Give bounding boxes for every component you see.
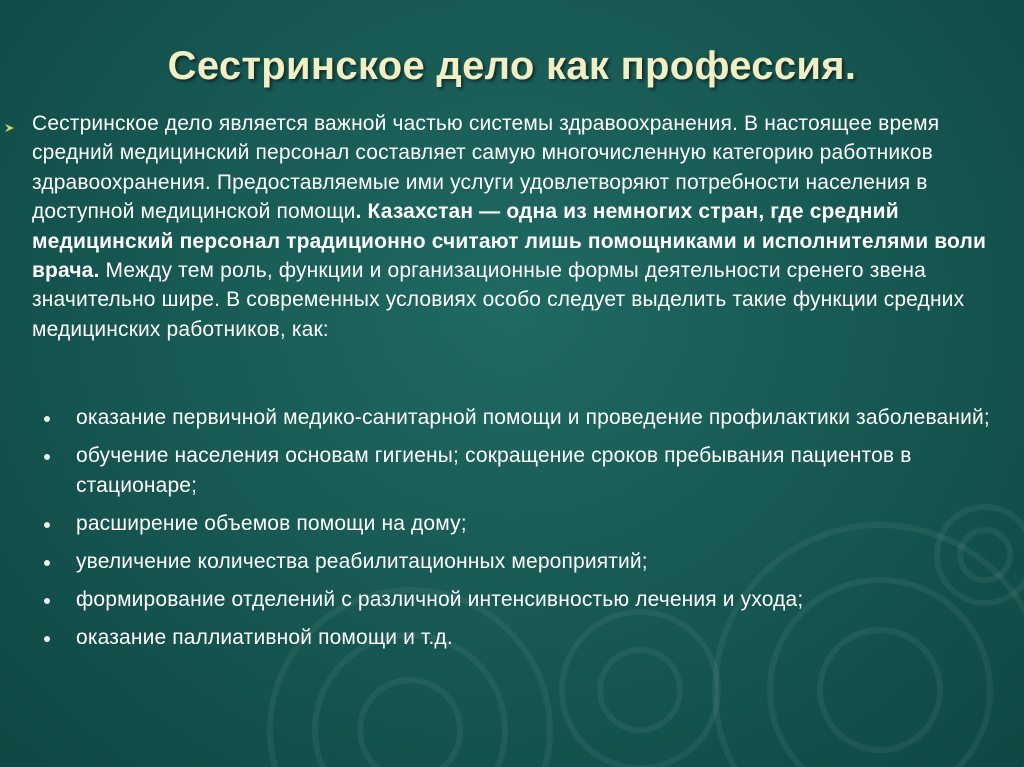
list-item [40, 441, 1000, 501]
list-item-text: формирование отделений с различной интенсивностью лечения и ухода; [76, 588, 804, 611]
list-item [40, 403, 1000, 433]
intro-text-1: Сестринское дело является важной частью системы здравоохранения. В настоящее время средний медицинский персонал составляет самую многочисленную категорию работников здравоохранения. Предоставляемые ими услуги удовлетворяют потребности населения в доступной медицинской помощи [32, 112, 940, 224]
bullet-dot-icon [44, 636, 50, 642]
list-item [40, 585, 1000, 615]
list-item-text: оказание первичной медико-санитарной помощи и проведение профилактики заболеваний; [76, 406, 990, 429]
list-item [40, 547, 1000, 577]
bullet-dot-icon [44, 560, 50, 566]
function-list [40, 403, 1000, 661]
intro-paragraph [32, 109, 1014, 344]
list-item-text: увеличение количества реабилитационных мероприятий; [76, 550, 648, 573]
arrow-bullet-icon [4, 122, 16, 134]
list-item [40, 509, 1000, 539]
bullet-dot-icon [44, 598, 50, 604]
list-item-text: расширение объемов помощи на дому; [76, 512, 467, 535]
bullet-dot-icon [44, 522, 50, 528]
bullet-dot-icon [44, 416, 50, 422]
intro-bold-text: . Казахстан — одна из немногих стран, где средний медицинский персонал традиционно считают лишь помощниками и исполнителями воли врача. [32, 200, 987, 283]
bullet-dot-icon [44, 454, 50, 460]
list-item [40, 623, 1000, 653]
slide-title: Сестринское дело как профессия. [167, 44, 857, 88]
list-item-text: оказание паллиативной помощи и т.д. [76, 626, 453, 649]
list-item-text: обучение населения основам гигиены; сокращение сроков пребывания пациентов в стационаре; [76, 444, 912, 497]
intro-text-2: Между тем роль, функции и организационные формы деятельности сренего звена значительно шире. В современных условиях особо следует выделить такие функции средних медицинских работников, как: [32, 259, 965, 341]
